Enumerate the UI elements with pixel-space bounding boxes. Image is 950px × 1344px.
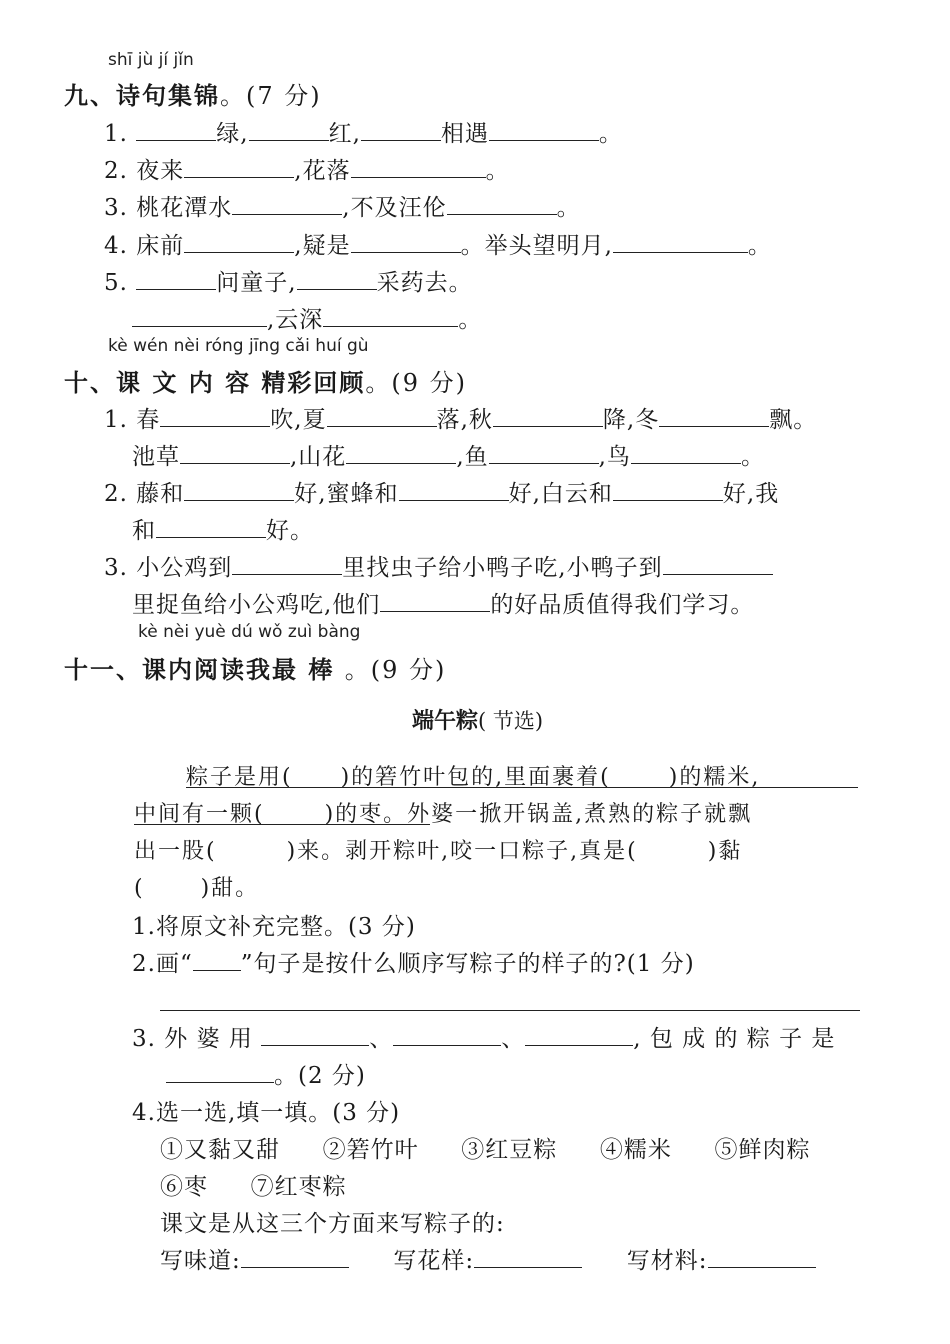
answer-blank[interactable] — [180, 441, 290, 464]
q-text: 里找虫子给小鸭子吃,小鸭子到 — [342, 555, 663, 581]
q-text: 好,白云和 — [508, 481, 613, 507]
sec9-q1 — [104, 115, 623, 148]
passage-text: 中间有一颗( — [134, 802, 265, 827]
answer-blank[interactable] — [361, 118, 441, 141]
answer-blank[interactable] — [351, 155, 486, 178]
q-text: ,云深 — [267, 307, 324, 333]
sec11-heading — [64, 650, 446, 685]
sec9-q4 — [104, 227, 772, 260]
sec10-score: 。(9 分) — [365, 369, 468, 397]
option-item: ⑤鲜肉粽 — [714, 1137, 811, 1163]
sec9-q3 — [104, 189, 581, 222]
q-text: ,疑是 — [294, 233, 351, 259]
answer-blank[interactable] — [525, 1023, 633, 1046]
answer-blank[interactable] — [380, 589, 490, 612]
passage-text: 粽子是用( — [186, 765, 293, 790]
answer-blank[interactable] — [327, 404, 437, 427]
sec10-q2-line2 — [132, 512, 314, 545]
fill-label: 写材料: — [626, 1248, 708, 1274]
answer-blank[interactable] — [346, 441, 456, 464]
q-text: 2.画“ — [132, 951, 193, 977]
answer-blank[interactable] — [447, 192, 557, 215]
sec10-title: 十、课 文 内 容 精彩回顾 — [64, 369, 366, 397]
sec11-q2 — [132, 945, 695, 978]
sec10-q1 — [104, 401, 817, 434]
q-text: , 包 成 的 粽 子 是 — [633, 1026, 836, 1052]
answer-blank[interactable] — [249, 118, 329, 141]
answer-blank[interactable] — [399, 478, 509, 501]
q-text: 。 — [485, 158, 510, 184]
q-number: 3. — [104, 555, 128, 581]
q-number: 1. — [104, 121, 128, 147]
sec11-pinyin: kè nèi yuè dú wǒ zuì bàng — [138, 622, 361, 642]
q-text: ,鸟 — [598, 444, 631, 470]
q-text: 、 — [501, 1026, 526, 1052]
sec9-score: 。(7 分) — [220, 82, 322, 110]
q-text: 夜来 — [136, 158, 185, 184]
answer-blank[interactable] — [708, 1245, 816, 1268]
sec9-title: 九、诗句集锦 — [64, 82, 220, 110]
option-item: ⑥枣 — [160, 1174, 208, 1200]
answer-blank[interactable] — [493, 404, 603, 427]
answer-blank[interactable] — [663, 552, 773, 575]
sec10-heading — [64, 363, 467, 398]
option-item: ②箬竹叶 — [322, 1137, 419, 1163]
passage-text: ( — [134, 876, 145, 901]
underline-mark — [186, 787, 858, 788]
answer-blank[interactable] — [241, 1245, 349, 1268]
passage-title — [412, 704, 543, 735]
q-text: 池草 — [132, 444, 180, 470]
sec11-q3-line2 — [166, 1057, 366, 1090]
q-number: 3. — [104, 195, 128, 221]
answer-blank[interactable] — [166, 1060, 274, 1083]
options-row-2 — [160, 1168, 347, 1201]
answer-blank[interactable] — [136, 118, 216, 141]
q-text: 桃花潭水 — [136, 195, 233, 221]
fill-row — [160, 1242, 816, 1275]
answer-blank[interactable] — [613, 230, 748, 253]
q-text: 的好品质值得我们学习。 — [490, 592, 755, 618]
sec11-q1: 1.将原文补充完整。(3 分) — [132, 914, 416, 940]
q-text: 小公鸡到 — [136, 555, 233, 581]
q-text: 。 — [740, 444, 765, 470]
answer-blank[interactable] — [232, 192, 342, 215]
q-text: 。 — [747, 233, 772, 259]
q-text: 。 — [458, 307, 483, 333]
answer-line[interactable] — [160, 1010, 860, 1011]
options-row-1 — [160, 1131, 811, 1164]
answer-blank[interactable] — [261, 1023, 369, 1046]
q-text: ,花落 — [294, 158, 351, 184]
option-item: ④糯米 — [599, 1137, 672, 1163]
q-text: 床前 — [136, 233, 185, 259]
option-item: ③红豆粽 — [461, 1137, 558, 1163]
q-text: 。举头望明月, — [460, 233, 613, 259]
q-text: 3. 外 婆 用 — [132, 1026, 253, 1052]
q-text: 相遇 — [440, 121, 489, 147]
sec10-q1-line2 — [132, 438, 765, 471]
q-text: 、 — [369, 1026, 394, 1052]
q-text: ,山花 — [290, 444, 347, 470]
answer-blank[interactable] — [474, 1245, 582, 1268]
answer-blank[interactable] — [297, 267, 377, 290]
q-number: 5. — [104, 270, 128, 296]
answer-blank[interactable] — [323, 304, 458, 327]
answer-blank[interactable] — [659, 404, 769, 427]
answer-blank[interactable] — [631, 441, 741, 464]
q-text: 飘。 — [769, 407, 818, 433]
fill-label: 写味道: — [160, 1248, 241, 1274]
q-text: 问童子, — [216, 270, 297, 296]
passage-line-3 — [134, 834, 742, 865]
sec11-title: 十一、课内阅读我最 棒 — [64, 656, 345, 684]
sec11-q3 — [132, 1020, 835, 1053]
passage-text: )黏 — [707, 839, 743, 864]
q-number: 4. — [104, 233, 128, 259]
q-text: 红, — [328, 121, 361, 147]
passage-title-note: ( 节选) — [478, 709, 544, 733]
passage-text: )的糯米, — [668, 765, 761, 790]
passage-text: 出一股( — [134, 839, 217, 864]
q-text: 绿, — [216, 121, 249, 147]
q-text: ”句子是按什么顺序写粽子的样子的?(1 分) — [240, 951, 695, 977]
q-text: ,不及汪伦 — [342, 195, 447, 221]
sec9-heading — [64, 76, 322, 111]
q-text: 好。 — [266, 518, 314, 544]
answer-blank[interactable] — [160, 404, 270, 427]
passage-line-4 — [134, 871, 259, 902]
answer-blank[interactable] — [489, 118, 599, 141]
q4-prompt: 课文是从这三个方面来写粽子的: — [160, 1211, 505, 1237]
passage-text: )的枣。外婆一掀开锅盖,煮熟的粽子就飘 — [324, 802, 753, 827]
option-item: ⑦红枣粽 — [250, 1174, 347, 1200]
q-text: 。 — [598, 121, 623, 147]
q-text: 好,我 — [722, 481, 780, 507]
sec11-q4: 4.选一选,填一填。(3 分) — [132, 1100, 401, 1126]
q-number: 2. — [104, 158, 128, 184]
answer-blank[interactable] — [489, 441, 599, 464]
passage-text: )来。剥开粽叶,咬一口粽子,真是( — [286, 839, 638, 864]
q-text: 和 — [132, 518, 156, 544]
q-number: 2. — [104, 481, 128, 507]
answer-blank[interactable] — [351, 230, 461, 253]
passage-text: )的箬竹叶包的,里面裹着( — [340, 765, 611, 790]
answer-blank[interactable] — [156, 515, 266, 538]
answer-blank[interactable] — [136, 267, 216, 290]
q-text: ,鱼 — [456, 444, 489, 470]
passage-title-text: 端午粽 — [412, 709, 479, 734]
answer-blank[interactable] — [232, 552, 342, 575]
q-text: 采药去。 — [376, 270, 473, 296]
passage-text: )甜。 — [200, 876, 260, 901]
q-text: 降,冬 — [602, 407, 660, 433]
sec10-q2 — [104, 475, 779, 508]
underline-mark — [134, 824, 430, 825]
sec9-pinyin: shī jù jí jǐn — [108, 50, 194, 70]
sec10-pinyin: kè wén nèi róng jīng cǎi huí gù — [108, 336, 369, 356]
answer-blank[interactable] — [132, 304, 267, 327]
answer-blank[interactable] — [393, 1023, 501, 1046]
q-text: 里捉鱼给小公鸡吃,他们 — [132, 592, 381, 618]
q-text: 。 — [556, 195, 581, 221]
sec9-q5-line2 — [132, 301, 482, 334]
answer-blank[interactable] — [184, 155, 294, 178]
underline-sample — [193, 948, 241, 971]
q-text: 藤和 — [136, 481, 185, 507]
option-item: ①又黏又甜 — [160, 1137, 280, 1163]
sec9-q2 — [104, 152, 510, 185]
q-text: 吹,夏 — [270, 407, 327, 433]
answer-blank[interactable] — [184, 230, 294, 253]
q-text: 好,蜜蜂和 — [294, 481, 399, 507]
sec11-score: 。(9 分) — [344, 656, 447, 684]
q-text: 。(2 分) — [274, 1063, 366, 1089]
q-number: 1. — [104, 407, 128, 433]
q-text: 春 — [136, 407, 161, 433]
sec10-q3 — [104, 549, 773, 582]
q-text: 落,秋 — [436, 407, 493, 433]
fill-label: 写花样: — [393, 1248, 475, 1274]
sec10-q3-line2 — [132, 586, 754, 619]
answer-blank[interactable] — [613, 478, 723, 501]
sec9-q5 — [104, 264, 473, 297]
answer-blank[interactable] — [184, 478, 294, 501]
